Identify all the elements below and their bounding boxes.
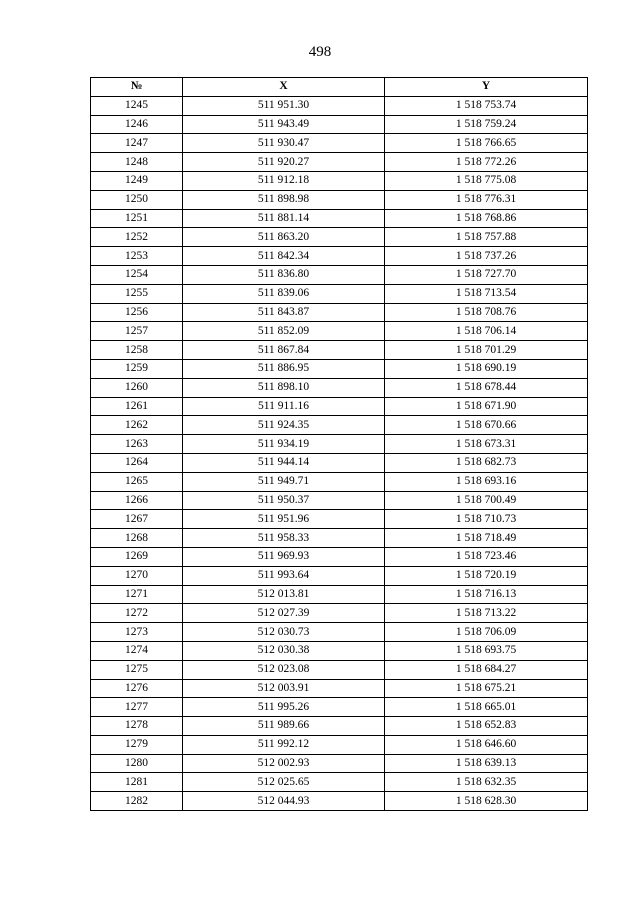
cell-x: 511 951.96 [183,510,385,529]
table-header [91,78,588,97]
cell-x: 512 030.73 [183,623,385,642]
table-row [91,341,588,360]
cell-y: 1 518 713.54 [385,284,588,303]
cell-number: 1263 [91,435,183,454]
cell-y: 1 518 720.19 [385,566,588,585]
table-row [91,547,588,566]
cell-y: 1 518 690.19 [385,359,588,378]
cell-y: 1 518 678.44 [385,378,588,397]
cell-number: 1265 [91,472,183,491]
cell-y: 1 518 759.24 [385,115,588,134]
cell-x: 511 951.30 [183,96,385,115]
table-row [91,491,588,510]
cell-x: 512 044.93 [183,792,385,811]
cell-number: 1280 [91,754,183,773]
cell-x: 511 912.18 [183,171,385,190]
cell-y: 1 518 716.13 [385,585,588,604]
cell-y: 1 518 775.08 [385,171,588,190]
cell-x: 511 958.33 [183,529,385,548]
cell-number: 1255 [91,284,183,303]
cell-y: 1 518 710.73 [385,510,588,529]
cell-x: 511 930.47 [183,134,385,153]
table-row [91,171,588,190]
cell-number: 1273 [91,623,183,642]
cell-number: 1258 [91,341,183,360]
table-row [91,134,588,153]
cell-number: 1266 [91,491,183,510]
cell-y: 1 518 768.86 [385,209,588,228]
table-row [91,510,588,529]
cell-y: 1 518 700.49 [385,491,588,510]
table-row [91,529,588,548]
cell-x: 512 002.93 [183,754,385,773]
cell-y: 1 518 693.75 [385,641,588,660]
cell-number: 1282 [91,792,183,811]
cell-number: 1248 [91,153,183,172]
table-row [91,153,588,172]
cell-number: 1251 [91,209,183,228]
table-row [91,773,588,792]
table-row [91,735,588,754]
cell-y: 1 518 665.01 [385,698,588,717]
cell-x: 511 924.35 [183,416,385,435]
cell-x: 511 911.16 [183,397,385,416]
cell-y: 1 518 670.66 [385,416,588,435]
cell-y: 1 518 628.30 [385,792,588,811]
cell-y: 1 518 673.31 [385,435,588,454]
cell-y: 1 518 753.74 [385,96,588,115]
cell-number: 1279 [91,735,183,754]
cell-number: 1245 [91,96,183,115]
cell-number: 1262 [91,416,183,435]
cell-x: 511 839.06 [183,284,385,303]
cell-y: 1 518 727.70 [385,265,588,284]
cell-y: 1 518 701.29 [385,341,588,360]
table-row [91,679,588,698]
cell-x: 512 027.39 [183,604,385,623]
table-row [91,190,588,209]
page-number: 498 [308,44,332,60]
cell-y: 1 518 684.27 [385,660,588,679]
cell-y: 1 518 718.49 [385,529,588,548]
table-row [91,754,588,773]
cell-x: 511 881.14 [183,209,385,228]
cell-number: 1268 [91,529,183,548]
table-row [91,472,588,491]
table-row [91,453,588,472]
cell-y: 1 518 757.88 [385,228,588,247]
cell-x: 512 025.65 [183,773,385,792]
cell-y: 1 518 671.90 [385,397,588,416]
cell-number: 1260 [91,378,183,397]
cell-number: 1270 [91,566,183,585]
cell-number: 1267 [91,510,183,529]
header-x: X [183,78,385,97]
cell-number: 1257 [91,322,183,341]
cell-x: 512 013.81 [183,585,385,604]
table-row [91,228,588,247]
cell-y: 1 518 706.14 [385,322,588,341]
cell-y: 1 518 766.65 [385,134,588,153]
cell-number: 1261 [91,397,183,416]
cell-y: 1 518 776.31 [385,190,588,209]
cell-x: 511 920.27 [183,153,385,172]
cell-x: 511 886.95 [183,359,385,378]
cell-y: 1 518 772.26 [385,153,588,172]
table-row [91,115,588,134]
cell-x: 511 995.26 [183,698,385,717]
cell-x: 511 989.66 [183,717,385,736]
cell-number: 1254 [91,265,183,284]
header-number: № [91,78,183,97]
table-row [91,397,588,416]
cell-y: 1 518 737.26 [385,247,588,266]
cell-number: 1274 [91,641,183,660]
table-row [91,717,588,736]
cell-y: 1 518 708.76 [385,303,588,322]
cell-number: 1256 [91,303,183,322]
cell-number: 1272 [91,604,183,623]
table-row [91,792,588,811]
table-row [91,660,588,679]
cell-number: 1269 [91,547,183,566]
cell-x: 511 898.10 [183,378,385,397]
cell-number: 1281 [91,773,183,792]
table-body [91,96,588,810]
cell-x: 511 836.80 [183,265,385,284]
cell-x: 512 003.91 [183,679,385,698]
table-row [91,209,588,228]
cell-x: 512 030.38 [183,641,385,660]
table-row [91,641,588,660]
cell-number: 1259 [91,359,183,378]
table-row [91,265,588,284]
cell-y: 1 518 639.13 [385,754,588,773]
cell-x: 511 934.19 [183,435,385,454]
cell-x: 511 852.09 [183,322,385,341]
cell-x: 511 863.20 [183,228,385,247]
cell-y: 1 518 706.09 [385,623,588,642]
cell-x: 511 992.12 [183,735,385,754]
table-row [91,247,588,266]
cell-y: 1 518 652.83 [385,717,588,736]
cell-y: 1 518 675.21 [385,679,588,698]
cell-y: 1 518 713.22 [385,604,588,623]
cell-number: 1249 [91,171,183,190]
table-row [91,698,588,717]
cell-number: 1271 [91,585,183,604]
table-row [91,604,588,623]
cell-x: 511 993.64 [183,566,385,585]
cell-number: 1264 [91,453,183,472]
coordinates-table [90,77,588,811]
cell-x: 512 023.08 [183,660,385,679]
table-row [91,566,588,585]
table-row [91,585,588,604]
cell-number: 1247 [91,134,183,153]
cell-x: 511 842.34 [183,247,385,266]
table-row [91,303,588,322]
table-row [91,359,588,378]
cell-y: 1 518 646.60 [385,735,588,754]
cell-y: 1 518 723.46 [385,547,588,566]
table-header-row [91,78,588,97]
cell-x: 511 969.93 [183,547,385,566]
cell-number: 1276 [91,679,183,698]
cell-x: 511 949.71 [183,472,385,491]
header-y: Y [385,78,588,97]
table-row [91,623,588,642]
cell-x: 511 943.49 [183,115,385,134]
cell-x: 511 867.84 [183,341,385,360]
table-row [91,96,588,115]
cell-y: 1 518 693.16 [385,472,588,491]
cell-x: 511 950.37 [183,491,385,510]
cell-y: 1 518 682.73 [385,453,588,472]
cell-x: 511 944.14 [183,453,385,472]
cell-number: 1250 [91,190,183,209]
table-row [91,322,588,341]
cell-number: 1278 [91,717,183,736]
table-row [91,378,588,397]
cell-number: 1253 [91,247,183,266]
cell-x: 511 843.87 [183,303,385,322]
table-row [91,284,588,303]
cell-number: 1277 [91,698,183,717]
cell-number: 1275 [91,660,183,679]
table-row [91,416,588,435]
table-row [91,435,588,454]
cell-number: 1252 [91,228,183,247]
cell-x: 511 898.98 [183,190,385,209]
cell-number: 1246 [91,115,183,134]
cell-y: 1 518 632.35 [385,773,588,792]
